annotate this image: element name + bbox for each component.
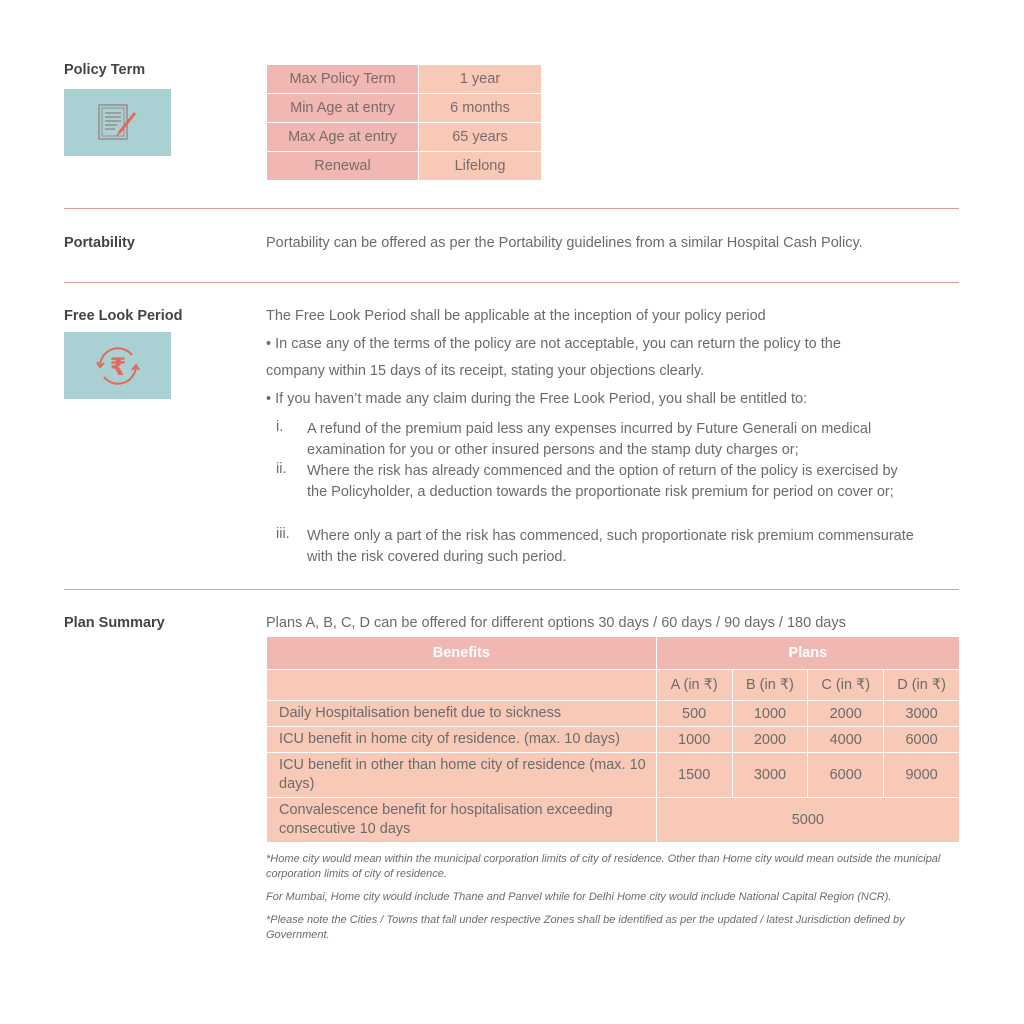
benefit-name: Convalescence benefit for hospitalisation exceeding consecutive 10 days	[267, 798, 657, 843]
term-value: Lifelong	[419, 152, 542, 181]
table-row	[267, 94, 542, 123]
term-value: 65 years	[419, 123, 542, 152]
plan-col-header: C (in ₹)	[808, 670, 884, 701]
table-row	[267, 65, 542, 94]
table-row	[267, 152, 542, 181]
plan-summary-intro: Plans A, B, C, D can be offered for different options 30 days / 60 days / 90 days / 180 days	[266, 615, 846, 631]
plan-value: 3000	[732, 753, 808, 798]
plan-value: 1000	[656, 727, 732, 753]
list-item-number: i.	[276, 419, 284, 435]
term-value: 1 year	[419, 65, 542, 94]
term-key: Max Age at entry	[267, 123, 419, 152]
plan-value: 6000	[808, 753, 884, 798]
plan-value: 1500	[656, 753, 732, 798]
plan-summary-table	[266, 636, 960, 843]
plans-header: Plans	[656, 637, 959, 670]
policy-term-icon-box	[64, 89, 171, 156]
list-item-text: Where the risk has already commenced and the option of return of the policy is exercised by the Policyholder, a deduction towards the proportionate risk premium for period on cover or;	[307, 463, 898, 500]
benefits-header: Benefits	[267, 637, 657, 670]
plan-col-header: A (in ₹)	[656, 670, 732, 701]
section-divider	[64, 282, 959, 283]
plan-value: 9000	[884, 753, 960, 798]
benefit-name: Daily Hospitalisation benefit due to sickness	[267, 701, 657, 727]
plan-value: 500	[656, 701, 732, 727]
footnote: For Mumbai, Home city would include Thane and Panvel while for Delhi Home city would include National Capital Region (NCR).	[266, 891, 892, 903]
free-look-bullet-1: • In case any of the terms of the policy are not acceptable, you can return the policy to the	[266, 336, 841, 352]
benefit-name: ICU benefit in other than home city of residence (max. 10 days)	[267, 753, 657, 798]
list-item-number: ii.	[276, 461, 287, 477]
list-item-text: Where only a part of the risk has commenced, such proportionate risk premium commensurate with the risk covered during such period.	[307, 528, 914, 565]
table-row	[267, 701, 960, 727]
table-row	[267, 727, 960, 753]
table-row	[267, 753, 960, 798]
term-key: Renewal	[267, 152, 419, 181]
svg-text:₹: ₹	[109, 352, 126, 381]
plan-col-header: D (in ₹)	[884, 670, 960, 701]
term-value: 6 months	[419, 94, 542, 123]
free-look-bullet-2: • If you haven’t made any claim during the Free Look Period, you shall be entitled to:	[266, 391, 808, 407]
policy-term-label: Policy Term	[64, 62, 146, 78]
footnote: *Please note the Cities / Towns that fall under respective Zones shall be identified as per the updated / latest Jurisdiction defined by Government.	[266, 914, 905, 941]
section-divider	[64, 589, 959, 590]
free-look-bullet-1-cont: company within 15 days of its receipt, stating your objections clearly.	[266, 363, 705, 379]
plan-value: 6000	[884, 727, 960, 753]
plan-summary-label: Plan Summary	[64, 615, 165, 631]
rupee-cycle-icon	[88, 341, 148, 391]
plan-value: 4000	[808, 727, 884, 753]
free-look-intro: The Free Look Period shall be applicable at the inception of your policy period	[266, 308, 766, 324]
free-look-icon-box	[64, 332, 171, 399]
portability-label: Portability	[64, 235, 135, 251]
section-divider	[64, 208, 959, 209]
document-pen-icon	[95, 101, 141, 145]
table-row	[267, 670, 960, 701]
portability-text: Portability can be offered as per the Portability guidelines from a similar Hospital Cash Policy.	[266, 235, 863, 251]
policy-term-table	[266, 64, 542, 181]
list-item-number: iii.	[276, 526, 290, 542]
plan-value: 5000	[656, 798, 959, 843]
footnote: *Home city would mean within the municipal corporation limits of city of residence. Other than Home city would mean outside the municipal corporation limits of city of residence.	[266, 853, 941, 880]
table-row	[267, 798, 960, 843]
plan-value: 3000	[884, 701, 960, 727]
plan-value: 2000	[732, 727, 808, 753]
empty-cell	[267, 670, 657, 701]
table-row	[267, 123, 542, 152]
free-look-label: Free Look Period	[64, 308, 183, 324]
list-item-text: A refund of the premium paid less any expenses incurred by Future Generali on medical examination for you or other insured persons and the stamp duty charges or;	[307, 421, 872, 458]
plan-value: 1000	[732, 701, 808, 727]
table-header-row	[267, 637, 960, 670]
benefit-name: ICU benefit in home city of residence. (max. 10 days)	[267, 727, 657, 753]
term-key: Max Policy Term	[267, 65, 419, 94]
plan-value: 2000	[808, 701, 884, 727]
plan-col-header: B (in ₹)	[732, 670, 808, 701]
term-key: Min Age at entry	[267, 94, 419, 123]
